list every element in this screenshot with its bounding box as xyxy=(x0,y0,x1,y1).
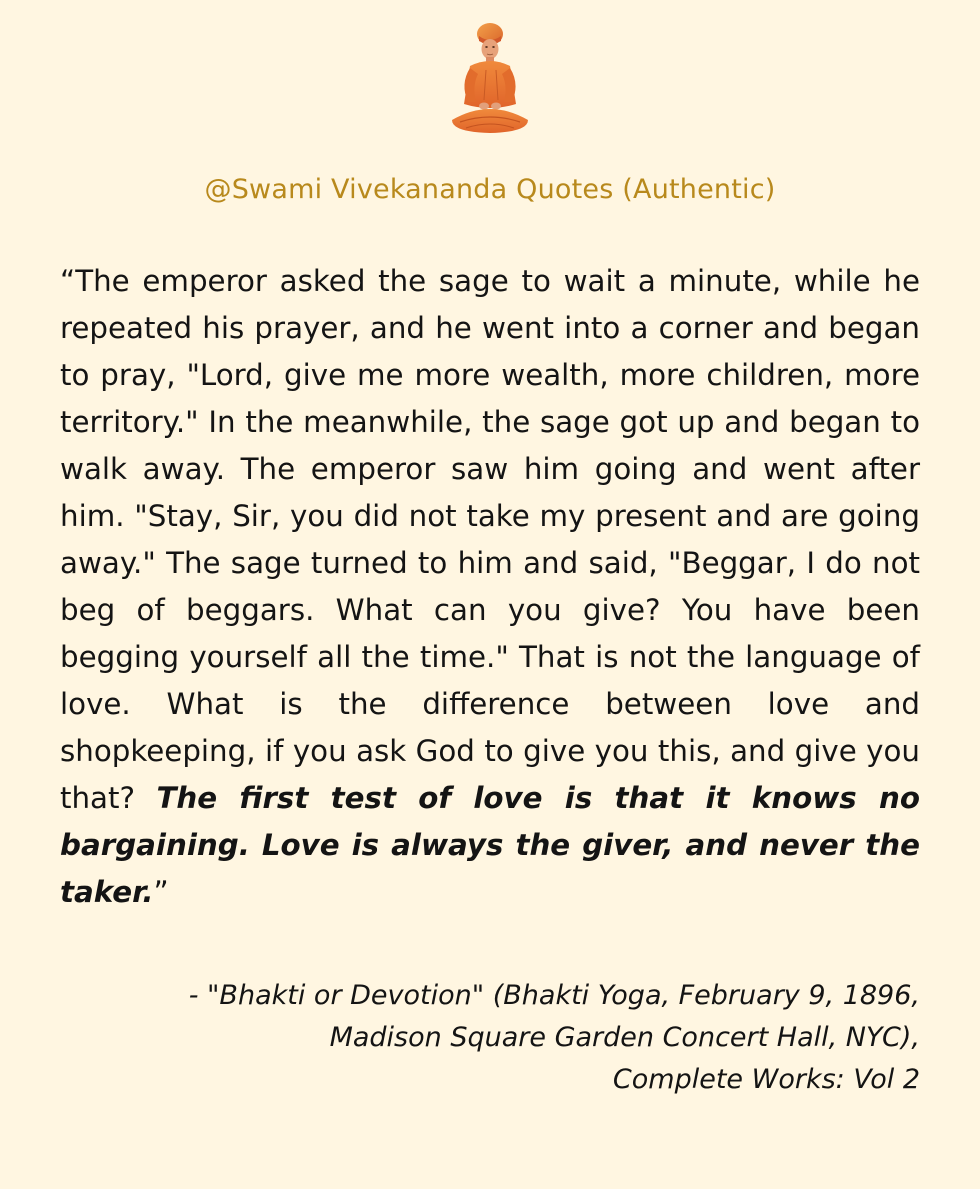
quote-emphasis: The first test of love is that it knows no bargaining. Love is always the giver, and never the taker. xyxy=(60,781,920,909)
close-quote-mark: ” xyxy=(153,875,169,909)
open-quote-mark: “ xyxy=(60,264,76,298)
quote-citation xyxy=(60,975,920,1101)
citation-line-3: Complete Works: Vol 2 xyxy=(612,1064,920,1095)
quote-text xyxy=(60,258,920,916)
seated-monk-figure-icon xyxy=(446,20,534,136)
swami-portrait-image xyxy=(446,20,534,136)
channel-handle: @Swami Vivekananda Quotes (Authentic) xyxy=(204,174,776,205)
citation-line-1: - "Bhakti or Devotion" (Bhakti Yoga, February 9, 1896, xyxy=(188,980,920,1011)
citation-line-2: Madison Square Garden Concert Hall, NYC), xyxy=(329,1022,920,1053)
quote-body: The emperor asked the sage to wait a minute, while he repeated his prayer, and he went into a corner and began to pray, "Lord, give me more wealth, more children, more territory." In the meanwhile, the sage got up and began to walk away. The emperor saw him going and went after him. "Stay, Sir, you did not take my present and are going away." The sage turned to him and said, "Beggar, I do not beg of beggars. What can you give? You have been begging yourself all the time." That is not the language of love. What is the difference between love and shopkeeping, if you ask God to give you this, and give you that? xyxy=(60,264,920,815)
